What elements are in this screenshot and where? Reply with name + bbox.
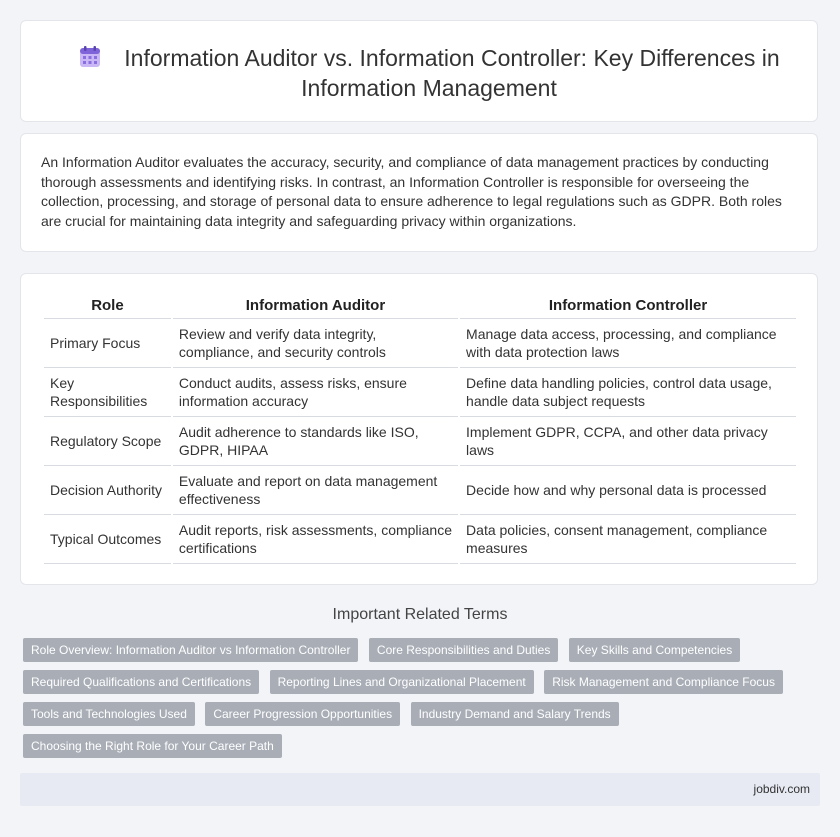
controller-cell: Manage data access, processing, and compliance with data protection laws (460, 319, 796, 368)
table-row (44, 417, 796, 466)
related-term-tag[interactable]: Tools and Technologies Used (23, 702, 195, 726)
table-row (44, 319, 796, 368)
related-term-tag[interactable]: Core Responsibilities and Duties (369, 638, 558, 662)
controller-cell: Implement GDPR, CCPA, and other data privacy laws (460, 417, 796, 466)
related-term-tag[interactable]: Choosing the Right Role for Your Career Path (23, 734, 282, 758)
table-row (44, 368, 796, 417)
related-terms-title: Important Related Terms (332, 606, 508, 623)
controller-cell: Data policies, consent management, compliance measures (460, 515, 796, 564)
related-terms-tags (23, 638, 813, 766)
table-row (44, 515, 796, 564)
table-header-row (44, 292, 796, 319)
controller-cell: Define data handling policies, control data usage, handle data subject requests (460, 368, 796, 417)
row-label: Typical Outcomes (44, 515, 171, 564)
related-term-tag[interactable]: Key Skills and Competencies (569, 638, 740, 662)
auditor-cell: Review and verify data integrity, compliance, and security controls (173, 319, 458, 368)
page-title (61, 43, 797, 103)
row-label: Decision Authority (44, 466, 171, 515)
table-row (44, 466, 796, 515)
row-label: Regulatory Scope (44, 417, 171, 466)
related-term-tag[interactable]: Required Qualifications and Certifications (23, 670, 259, 694)
related-term-tag[interactable]: Risk Management and Compliance Focus (544, 670, 783, 694)
calendar-icon (78, 45, 102, 69)
controller-cell: Decide how and why personal data is processed (460, 466, 796, 515)
auditor-cell: Audit reports, risk assessments, compliance certifications (173, 515, 458, 564)
row-label: Key Responsibilities (44, 368, 171, 417)
auditor-cell: Conduct audits, assess risks, ensure information accuracy (173, 368, 458, 417)
related-term-tag[interactable]: Career Progression Opportunities (205, 702, 400, 726)
footer-site-link[interactable]: jobdiv.com (753, 782, 810, 796)
comparison-table-card (20, 273, 818, 585)
related-term-tag[interactable]: Reporting Lines and Organizational Placement (270, 670, 534, 694)
comparison-table (42, 292, 798, 564)
intro-card (20, 133, 818, 252)
column-header: Role (44, 292, 171, 319)
header-card (20, 20, 818, 122)
page-title-text: Information Auditor vs. Information Controller: Key Differences in Information Management (124, 45, 780, 101)
related-term-tag[interactable]: Industry Demand and Salary Trends (411, 702, 619, 726)
auditor-cell: Evaluate and report on data management effectiveness (173, 466, 458, 515)
intro-paragraph: An Information Auditor evaluates the accuracy, security, and compliance of data management practices by conducting thorough assessments and identifying risks. In contrast, an Information Controller is responsible for overseeing the collection, processing, and storage of personal data to ensure adherence to legal regulations such as GDPR. Both roles are crucial for maintaining data integrity and safeguarding privacy within organizations. (41, 154, 782, 229)
footer (20, 773, 820, 806)
auditor-cell: Audit adherence to standards like ISO, GDPR, HIPAA (173, 417, 458, 466)
column-header: Information Auditor (173, 292, 458, 319)
row-label: Primary Focus (44, 319, 171, 368)
related-term-tag[interactable]: Role Overview: Information Auditor vs Information Controller (23, 638, 358, 662)
column-header: Information Controller (460, 292, 796, 319)
